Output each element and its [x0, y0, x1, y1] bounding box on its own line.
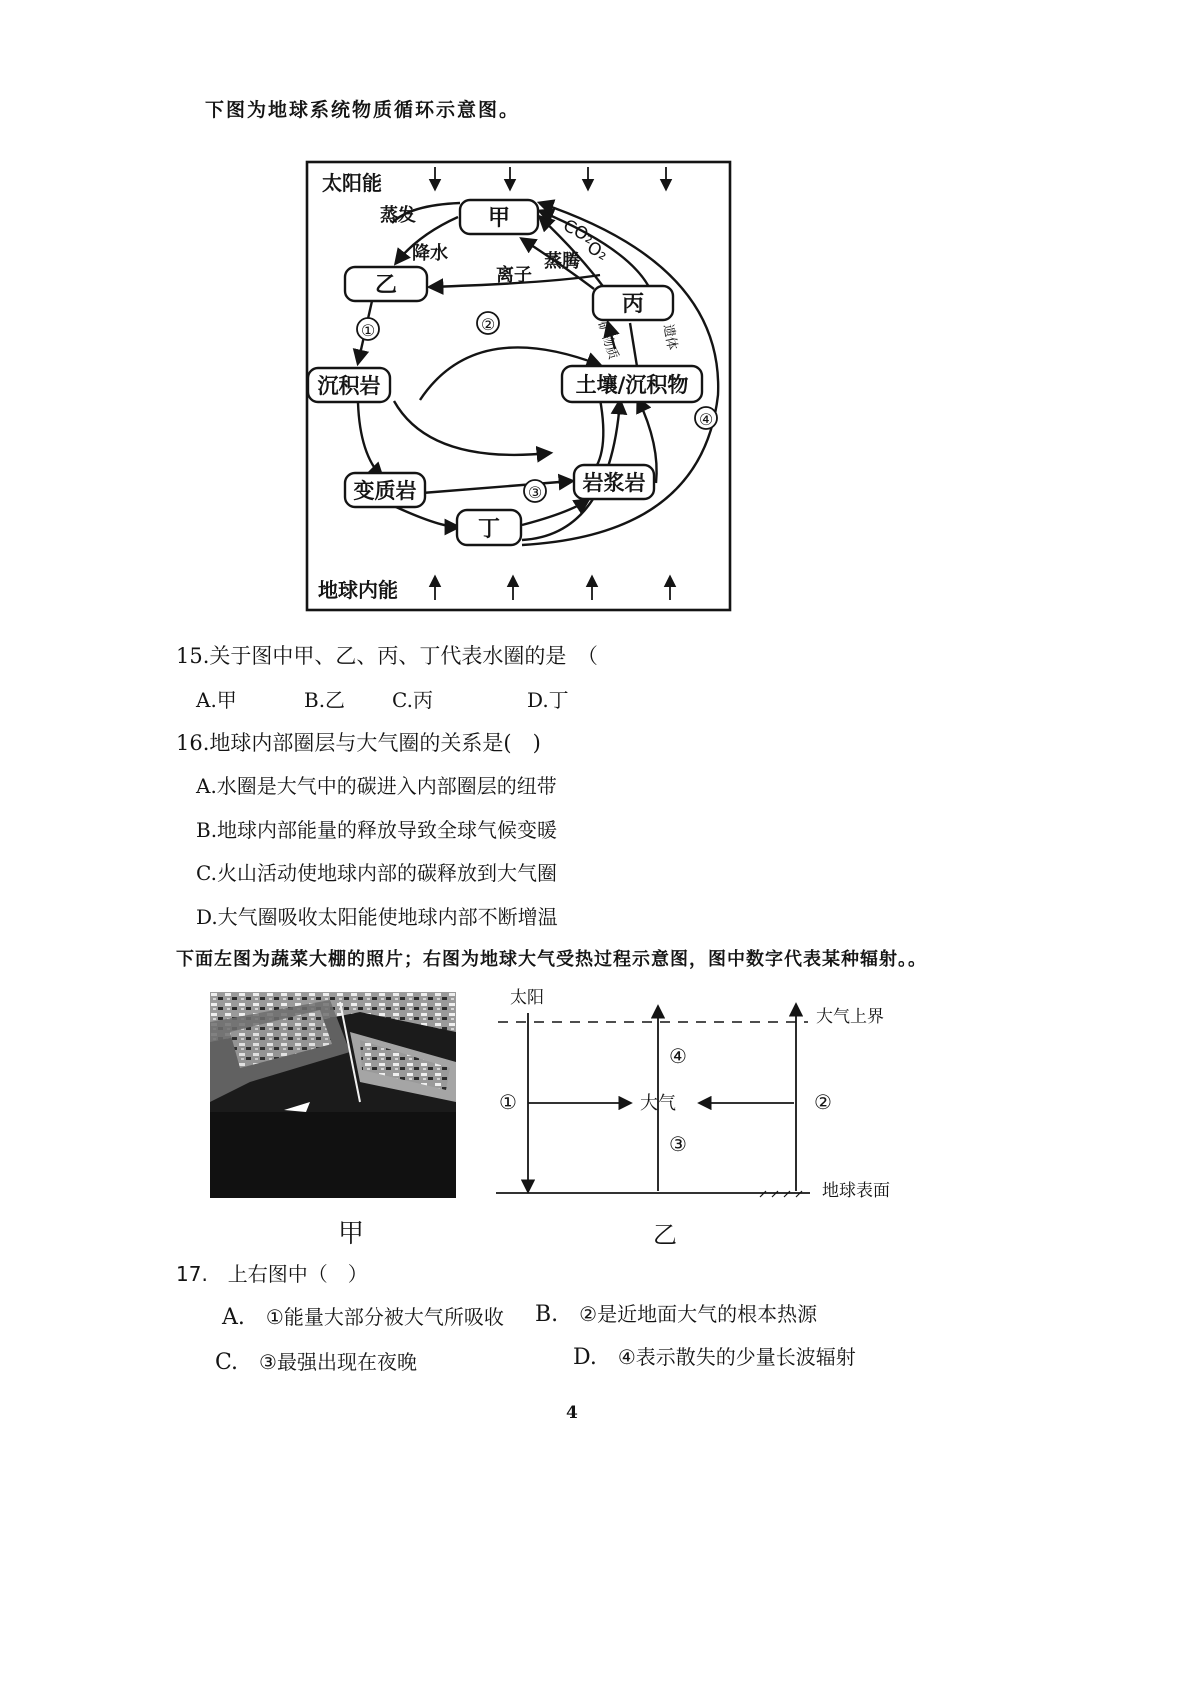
intro-greenhouse: 下面左图为蔬菜大棚的照片；右图为地球大气受热过程示意图，图中数字代表某种辐射。。	[176, 949, 927, 970]
surface-label: 地球表面	[822, 1181, 890, 1201]
q17-option-d-text: ④表示散失的少量长波辐射	[617, 1345, 856, 1369]
evaporation-label: 蒸发	[380, 205, 416, 226]
marker-2-label: ②	[480, 315, 496, 334]
caption-left: 甲	[338, 1219, 365, 1249]
q17-option-b[interactable]	[535, 1298, 817, 1327]
solar-arrows	[435, 167, 666, 189]
atmosphere-heating-diagram	[490, 985, 920, 1205]
box-ding-label: 丁	[477, 517, 501, 542]
box-jia-label: 甲	[487, 206, 511, 231]
q17-option-a[interactable]	[222, 1301, 504, 1330]
box-sedimentary	[308, 368, 390, 402]
marker-4	[695, 407, 717, 429]
marker-3-label: ③	[527, 483, 543, 502]
internal-energy-arrows	[435, 577, 670, 600]
box-metamorphic	[345, 473, 425, 507]
q15-option-c[interactable]: C.丙	[392, 688, 433, 712]
ions-label: 离子	[496, 265, 532, 286]
rad-3-label: ③	[669, 1132, 687, 1156]
surface-hatch	[760, 1191, 802, 1197]
q17-option-c-letter: C.	[215, 1350, 239, 1375]
q16-stem: 16.地球内部圈层与大气圈的关系是( )	[176, 731, 541, 755]
sun-label: 太阳	[510, 988, 544, 1008]
caption-right: 乙	[653, 1221, 677, 1249]
o2-label: O₂	[583, 237, 611, 265]
atmosphere-label: 大气	[640, 1093, 676, 1114]
absorb-label: 矿物质	[594, 319, 621, 362]
marker-4-label: ④	[698, 410, 714, 429]
q16-option-d[interactable]: D.大气圈吸收太阳能使地球内部不断增温	[196, 905, 558, 929]
q17-option-b-letter: B.	[535, 1302, 559, 1327]
marker-1	[357, 318, 379, 340]
internal-energy-label: 地球内能	[318, 578, 398, 602]
q17-option-b-text: ②是近地面大气的根本热源	[579, 1302, 818, 1326]
box-magmatic-label: 岩浆岩	[582, 471, 646, 495]
q16-option-b[interactable]: B.地球内部能量的释放导致全球气候变暖	[196, 818, 558, 842]
q15-option-d[interactable]: D.丁	[527, 688, 569, 712]
box-bing-label: 丙	[621, 292, 645, 317]
q15-option-a[interactable]: A.甲	[196, 688, 237, 712]
box-yi	[345, 267, 427, 301]
greenhouse-photo	[210, 992, 456, 1198]
upper-atmosphere-label: 大气上界	[816, 1007, 884, 1027]
box-sedimentary-label: 沉积岩	[317, 374, 381, 398]
q17-option-c[interactable]	[215, 1346, 417, 1375]
box-metamorphic-label: 变质岩	[353, 479, 417, 503]
box-soil	[562, 366, 702, 402]
q17-stem: 17. 上右图中（ ）	[176, 1262, 368, 1286]
page-number: 4	[566, 1403, 578, 1423]
marker-1-label: ①	[360, 321, 376, 340]
q17-option-c-text: ③最强出现在夜晚	[259, 1350, 417, 1374]
decompose-label: 遗体	[660, 323, 680, 352]
box-soil-label: 土壤/沉积物	[575, 373, 689, 397]
box-ding	[457, 510, 521, 545]
material-cycle-diagram	[300, 155, 740, 615]
precipitation-label: 降水	[412, 243, 448, 264]
q16-option-a[interactable]: A.水圈是大气中的碳进入内部圈层的纽带	[196, 774, 557, 798]
rad-4-label: ④	[669, 1044, 687, 1068]
marker-3	[524, 480, 546, 502]
q17-option-d[interactable]	[573, 1341, 856, 1370]
box-bing	[593, 286, 673, 320]
rad-1-label: ①	[499, 1090, 517, 1114]
q16-option-c[interactable]: C.火山活动使地球内部的碳释放到大气圈	[196, 861, 557, 885]
box-yi-label: 乙	[374, 273, 398, 298]
q15-stem: 15.关于图中甲、乙、丙、丁代表水圈的是 （	[176, 644, 598, 668]
box-jia	[460, 200, 538, 234]
box-magmatic	[574, 465, 654, 499]
rad-2-label: ②	[814, 1090, 832, 1114]
q17-option-a-text: ①能量大部分被大气所吸收	[265, 1305, 504, 1329]
intro-cycle: 下图为地球系统物质循环示意图。	[205, 99, 521, 121]
q17-option-a-letter: A.	[222, 1305, 245, 1330]
q15-option-b[interactable]: B.乙	[304, 688, 346, 712]
co2-label: CO₂	[559, 215, 598, 249]
q17-option-d-letter: D.	[573, 1345, 597, 1370]
marker-2	[477, 312, 499, 334]
solar-energy-label: 太阳能	[322, 171, 382, 195]
transpiration-label: 蒸腾	[544, 251, 580, 272]
